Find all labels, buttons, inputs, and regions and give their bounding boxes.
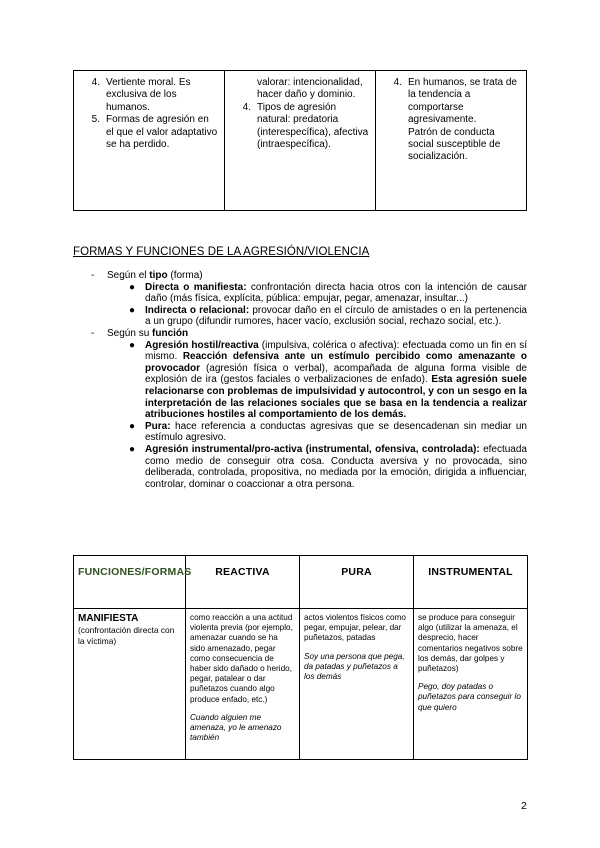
table-row xyxy=(74,609,528,760)
cell-pura xyxy=(300,609,414,760)
item-term: Agresión hostil/reactiva xyxy=(145,339,259,351)
dash-marker: - xyxy=(91,270,95,281)
bullet-icon: ● xyxy=(129,443,136,455)
list-item xyxy=(231,102,369,152)
bullet-icon: ● xyxy=(129,420,136,432)
cell-example: Cuando alguien me amenaza, yo le amenazo también xyxy=(190,712,282,743)
body-text xyxy=(73,270,527,490)
intro-bold: función xyxy=(152,327,189,339)
cell-reactiva xyxy=(186,609,300,760)
cell-example: Soy una persona que pega, da patadas y puñetazos a los demás xyxy=(304,651,405,682)
list-item xyxy=(73,340,527,421)
intro-text: Según su xyxy=(107,327,153,339)
row-header xyxy=(74,609,186,760)
list-number: 4. xyxy=(393,77,402,88)
dash-marker: - xyxy=(91,327,95,339)
table-cell-col3 xyxy=(376,71,527,211)
list-text: Formas de agresión en el que el valor adaptativo se ha perdido. xyxy=(106,114,218,151)
column-header: INSTRUMENTAL xyxy=(414,556,528,609)
list-number: 5. xyxy=(91,114,100,126)
list-item xyxy=(382,77,520,127)
bullet-list-funcion xyxy=(73,340,527,491)
row-subtitle: (confrontación directa con la víctima) xyxy=(78,625,175,646)
bullet-icon: ● xyxy=(129,339,136,351)
list-item xyxy=(80,77,218,114)
column-header: FUNCIONES/FORMAS xyxy=(74,556,186,609)
intro-text: Según el xyxy=(107,270,150,281)
dash-item-forma xyxy=(73,270,527,282)
list-item xyxy=(80,114,218,151)
item-term: Agresión instrumental/pro-activa (instrumental, ofensiva, controlada): xyxy=(145,443,480,455)
item-term: Directa o manifiesta: xyxy=(145,281,247,293)
item-text: provocar daño en el círculo de amistades o en la pertenencia a un grupo (difundir rumores, hacer vacío, exclusión social, rechazo social, etc.). xyxy=(145,304,527,328)
table-header-row xyxy=(74,556,528,609)
item-term: Pura: xyxy=(145,420,171,432)
item-text: efectuada como medio de conseguir otra cosa. Conducta aversiva y no provocada, sino deliberada, controlada, propositiva, no mediada por la emoción, dirigida a influenciar, controlar, dominar o coaccionar a otra persona. xyxy=(145,443,527,490)
cell-text: como reacción a una actitud violenta previa (por ejemplo, amenazar cuando se ha sido amenazado, pegar como consecuencia de haber sido dañado o herido, pegar, patalear o dar puñetazos cuando algo produce enfado, etc.) xyxy=(190,613,293,704)
dash-item-funcion xyxy=(73,328,527,340)
comparison-table-continued xyxy=(73,70,527,211)
row-title: MANIFIESTA xyxy=(78,613,139,624)
cell-text: actos violentos físicos como pegar, empujar, pelear, dar puñetazos, patadas xyxy=(304,613,406,643)
bullet-list-forma xyxy=(73,282,527,328)
list-text: En humanos, se trata de la tendencia a comportarse agresivamente. xyxy=(408,77,517,126)
page-number: 2 xyxy=(521,800,527,812)
item-term: Indirecta o relacional: xyxy=(145,304,250,316)
functions-forms-table xyxy=(73,555,528,760)
bullet-icon: ● xyxy=(129,304,136,316)
list-number: 4. xyxy=(242,101,251,113)
cell-instrumental xyxy=(414,609,528,760)
column-header: PURA xyxy=(300,556,414,609)
intro-text: (forma) xyxy=(167,270,203,281)
intro-bold: tipo xyxy=(149,270,168,281)
item-text: confrontación directa hacia otros con la intención de causar daño (más física, explícita, pública: empujar, pegar, amenazar, insultar...) xyxy=(145,281,527,305)
column-header: REACTIVA xyxy=(186,556,300,609)
list-item xyxy=(73,444,527,490)
list-text: Vertiente moral. Es exclusiva de los humanos. xyxy=(106,77,191,113)
list-number: 4. xyxy=(91,77,100,88)
table-cell-col1 xyxy=(74,71,225,211)
item-text: (agresión física o verbal), acompañada de alguna forma visible de explosión de ira (gestos faciales o verbalizaciones de enfado). xyxy=(145,362,527,386)
item-bold-text: Esta agresión suele relacionarse con problemas de impulsividad y autocontrol, y con un sesgo en la interpretación de las relaciones sociales que se basa en la tendencia a realizar atribuciones hostiles al comportamiento de los demás. xyxy=(145,374,527,421)
continued-text: valorar: intencionalidad, hacer daño y dominio. xyxy=(257,77,363,101)
item-text: (impulsiva, colérica o afectiva): efectuada como un fin en sí mismo. xyxy=(145,339,527,363)
item-bold-text: Reacción defensiva ante un estímulo percibido como amenazante o provocador xyxy=(145,351,528,374)
list-item xyxy=(73,421,527,444)
cell-text: se produce para conseguir algo (utilizar la amenaza, el desprecio, hacer comentarios negativos sobre los demás, dar golpes y puñetazos) xyxy=(418,613,523,674)
continued-text: Patrón de conducta social susceptible de socialización. xyxy=(408,126,501,163)
cell-example: Pego, doy patadas o puñetazos para conseguir lo que quiero xyxy=(418,682,521,712)
list-item xyxy=(73,282,527,305)
list-item xyxy=(73,305,527,328)
item-text: hace referencia a conductas agresivas que se desencadenan sin mediar un estímulo agresivo. xyxy=(145,420,527,444)
table-row xyxy=(74,71,527,211)
list-text: Tipos de agresión natural: predatoria (interespecífica), afectiva (intraespecífica). xyxy=(257,101,369,151)
bullet-icon: ● xyxy=(129,281,136,293)
section-title: FORMAS Y FUNCIONES DE LA AGRESIÓN/VIOLENCIA xyxy=(73,246,370,258)
table-cell-col2 xyxy=(225,71,376,211)
